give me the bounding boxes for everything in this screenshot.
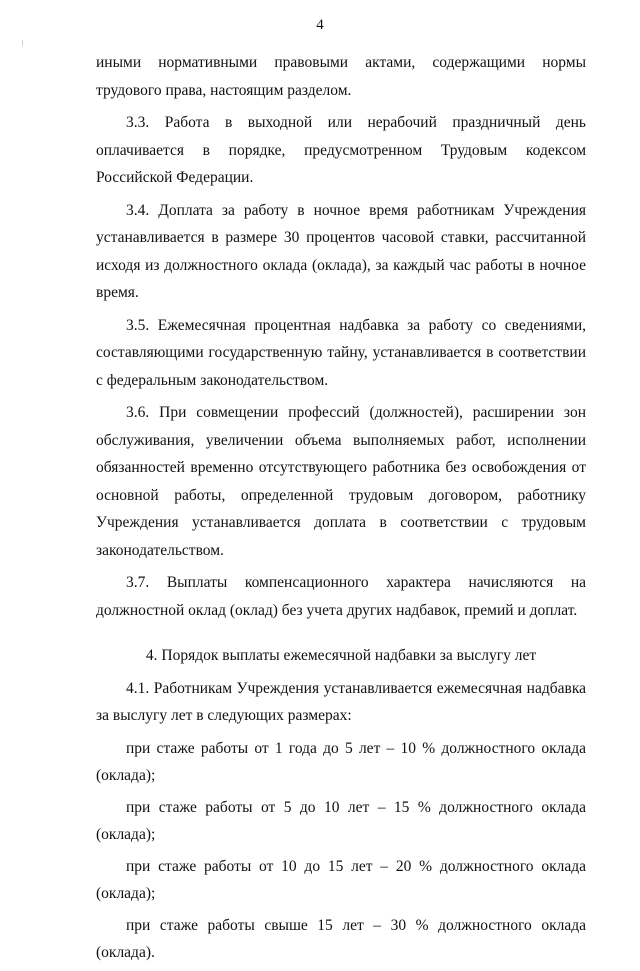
document-body <box>96 49 586 971</box>
page-number: 4 <box>316 17 324 33</box>
section-4-heading: 4. Порядок выплаты ежемесячной надбавки за выслугу лет <box>145 647 537 664</box>
paragraph-3-4: 3.4. Доплата за работу в ночное время работникам Учреждения устанавливается в размере 30 процентов часовой ставки, рассчитанной исходя из должностного оклада (оклада), за каждый час работы в ночное время. <box>96 201 586 301</box>
paragraph-continuation: иными нормативными правовыми актами, содержащими нормы трудового права, настоящим разделом. <box>96 54 586 99</box>
paragraph-3-7: 3.7. Выплаты компенсационного характера начисляются на должностной оклад (оклад) без учета других надбавок, премий и доплат. <box>96 574 586 619</box>
scan-margin-line <box>22 40 23 46</box>
list-item-tenure-1-5: при стаже работы от 1 года до 5 лет – 10 % должностного оклада (оклада); <box>96 739 586 784</box>
list-item-tenure-10-15: при стаже работы от 10 до 15 лет – 20 % должностного оклада (оклада); <box>96 857 586 902</box>
paragraph-4-1: 4.1. Работникам Учреждения устанавливается ежемесячная надбавка за выслугу лет в следующих размерах: <box>96 679 586 724</box>
paragraph-3-5: 3.5. Ежемесячная процентная надбавка за работу со сведениями, составляющими государственную тайну, устанавливается в соответствии с федеральным законодательством. <box>96 316 586 389</box>
list-item-tenure-5-10: при стаже работы от 5 до 10 лет – 15 % должностного оклада (оклада); <box>96 798 586 843</box>
list-item-tenure-15-plus: при стаже работы свыше 15 лет – 30 % должностного оклада (оклада). <box>96 916 586 961</box>
paragraph-3-6: 3.6. При совмещении профессий (должностей), расширении зон обслуживания, увеличении объема выполняемых работ, исполнении обязанностей временно отсутствующего работника без освобождения от основной работы, определенной трудовым договором, работнику Учреждения устанавливается доплата в соответствии с трудовым законодательством. <box>96 404 586 559</box>
paragraph-3-3: 3.3. Работа в выходной или нерабочий праздничный день оплачивается в порядке, предусмотренном Трудовым кодексом Российской Федерации. <box>96 114 586 186</box>
